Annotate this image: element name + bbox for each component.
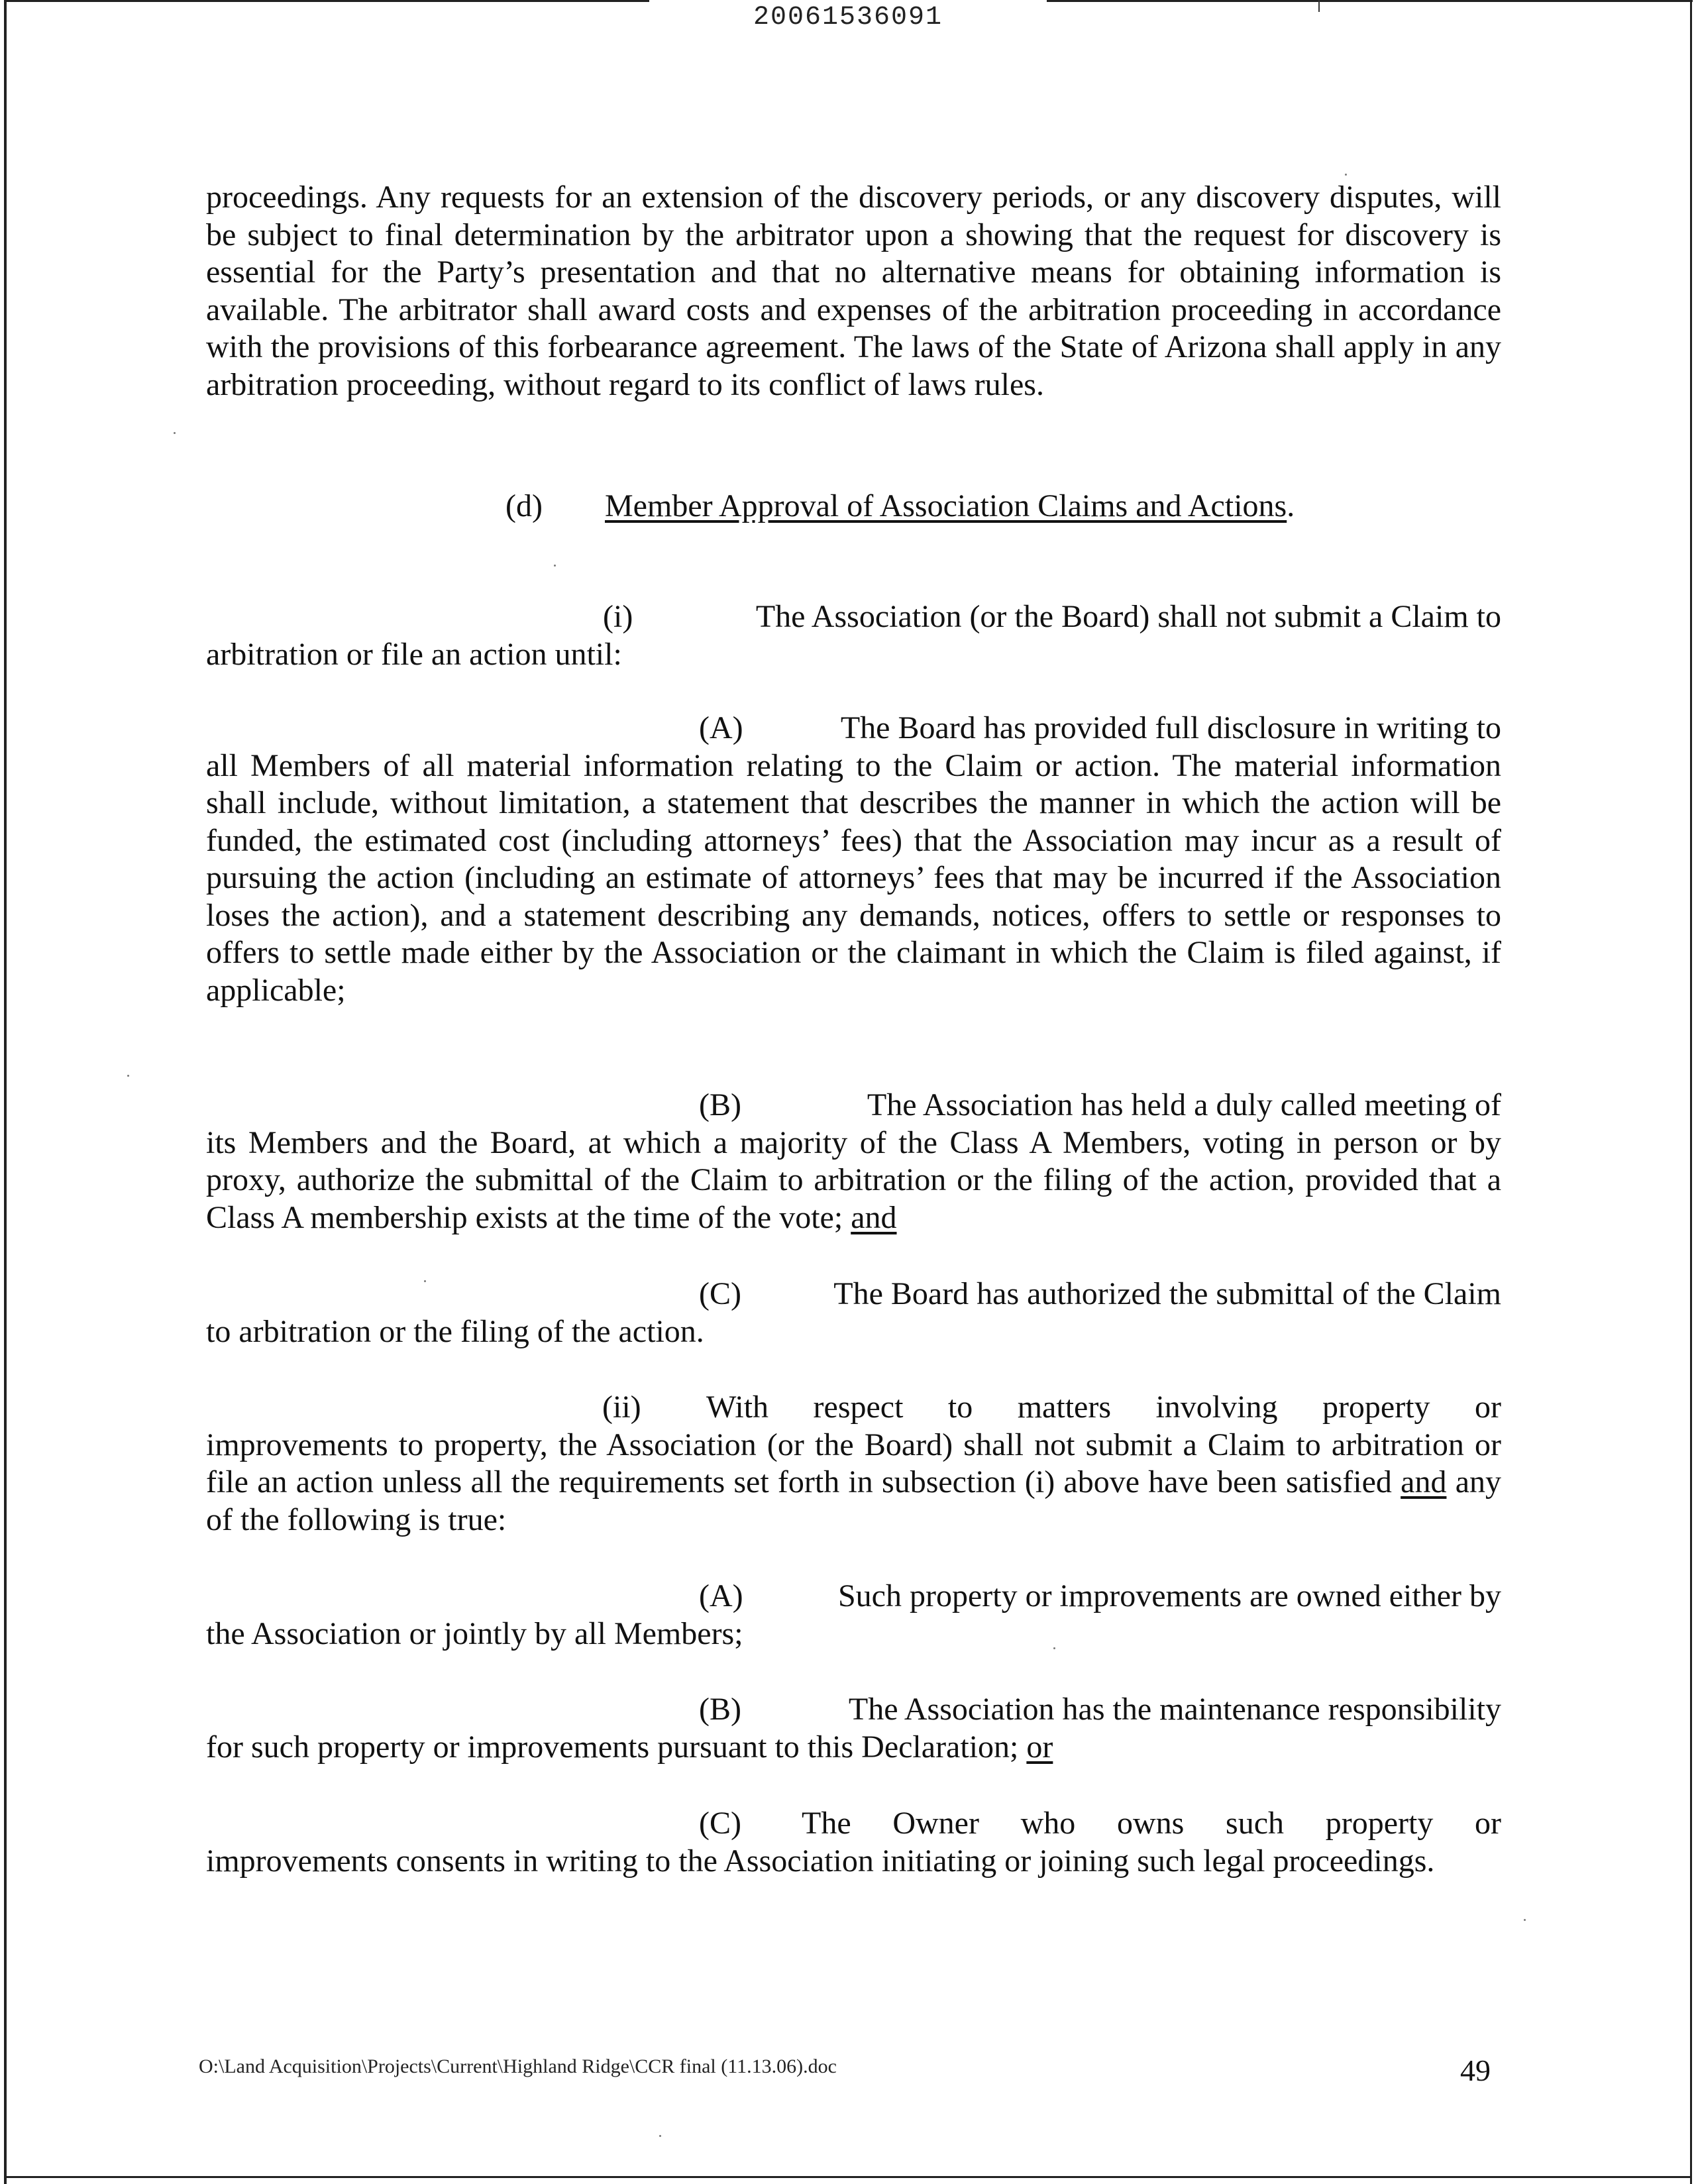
item-ii-label: (ii) — [602, 1390, 641, 1425]
item-i-B — [206, 1087, 1501, 1236]
footer-file-path: O:\Land Acquisition\Projects\Current\Highland Ridge\CCR final (11.13.06).doc — [199, 2055, 837, 2077]
scan-speck — [1345, 174, 1347, 176]
item-ii-rest-end: any of the following is true: — [206, 1464, 1501, 1537]
item-ii-B-label: (B) — [699, 1692, 741, 1727]
item-i — [206, 598, 1501, 673]
page-number: 49 — [1460, 2053, 1491, 2087]
item-ii-B-rest-text: for such property or improvements pursuant to this Declaration; — [206, 1729, 1019, 1765]
scan-speck — [554, 565, 556, 567]
scan-speck — [1524, 1919, 1526, 1921]
item-i-C — [206, 1276, 1501, 1350]
scan-border-bottom — [4, 2176, 1692, 2178]
item-ii-C-first-line: The Owner who owns such property or — [802, 1806, 1501, 1841]
section-d-number: (d) — [505, 488, 543, 523]
item-ii-A-rest: the Association or jointly by all Members; — [206, 1615, 743, 1651]
item-ii-rest — [206, 1427, 1501, 1539]
scan-border-left — [4, 0, 7, 2184]
scan-top-tick — [1318, 0, 1320, 12]
item-ii-A-first-line: Such property or improvements are owned either by — [837, 1578, 1501, 1613]
document-number: 20061536091 — [753, 3, 943, 32]
continuation-paragraph-block — [206, 179, 1501, 404]
item-ii-A-label: (A) — [699, 1578, 743, 1613]
section-d-title: Member Approval of Association Claims and Actions — [605, 488, 1287, 523]
item-i-B-rest-text: its Members and the Board, at which a majority of the Class A Members, voting in person or by proxy, authorize the submittal of the Claim to arbitration or the filing of the action, provided that a Class A membership exists at the time of the vote; — [206, 1124, 1501, 1235]
scan-speck — [127, 1075, 129, 1077]
item-ii-rest-text: improvements to property, the Association (or the Board) shall not submit a Claim to arbitration or file an action unless all the requirements set forth in subsection (i) above have been satisfied — [206, 1427, 1501, 1500]
section-d-heading — [505, 488, 1295, 525]
item-ii-A — [206, 1578, 1501, 1653]
item-i-rest: arbitration or file an action until: — [206, 636, 622, 672]
item-ii-conjunction: and — [1401, 1464, 1447, 1500]
scan-border-right — [1690, 0, 1692, 2184]
item-ii-B-first-line: The Association has the maintenance responsibility — [848, 1692, 1501, 1727]
scan-top-rule-right — [1047, 0, 1693, 2]
item-i-C-label: (C) — [699, 1276, 741, 1311]
continuation-paragraph: proceedings. Any requests for an extension of the discovery periods, or any discovery disputes, will be subject to final determination by the arbitrator upon a showing that the request for discovery is essential for the Party’s presentation and that no alternative means for obtaining information is available. The arbitrator shall award costs and expenses of the arbitration proceeding in accordance with the provisions of this forbearance agreement. The laws of the State of Arizona shall apply in any arbitration proceeding, without regard to its conflict of laws rules. — [206, 180, 1501, 402]
item-ii-C-label: (C) — [699, 1806, 741, 1841]
item-i-A-label: (A) — [699, 710, 743, 745]
item-i-label: (i) — [603, 599, 633, 634]
item-ii-C — [206, 1805, 1501, 1880]
scan-speck — [424, 1280, 426, 1282]
item-i-A-rest: all Members of all material information relating to the Claim or action. The material information shall include, without limitation, a statement that describes the manner in which the action will be funded, the estimated cost (including attorneys’ fees) that the Association may incur as a result of pursuing the action (including an estimate of attorneys’ fees that may be incurred if the Association loses the action), and a statement describing any demands, notices, offers to settle or responses to offers to settle made either by the Association or the claimant in which the Claim is filed against, if applicable; — [206, 747, 1501, 1008]
scan-speck — [174, 432, 176, 434]
item-ii-first-line: With respect to matters involving property or — [706, 1390, 1501, 1425]
section-d-title-period: . — [1287, 488, 1295, 523]
item-i-A — [206, 710, 1501, 1009]
item-i-B-first-line: The Association has held a duly called meeting of — [867, 1087, 1501, 1122]
item-i-A-first-line: The Board has provided full disclosure in writing to — [840, 710, 1501, 745]
scan-speck — [659, 2135, 661, 2137]
item-i-C-first-line: The Board has authorized the submittal of the Claim — [833, 1276, 1501, 1311]
item-ii — [206, 1389, 1501, 1539]
item-i-B-conjunction: and — [851, 1199, 897, 1235]
item-i-B-label: (B) — [699, 1087, 741, 1122]
item-ii-B-conjunction: or — [1026, 1729, 1053, 1765]
item-i-B-rest — [206, 1124, 1501, 1237]
scan-speck — [1053, 1647, 1055, 1649]
item-ii-B — [206, 1691, 1501, 1766]
item-i-first-line: The Association (or the Board) shall not submit a Claim to — [755, 599, 1501, 634]
scan-top-rule-left — [7, 0, 649, 2]
item-ii-C-rest: improvements consents in writing to the Association initiating or joining such legal proceedings. — [206, 1843, 1435, 1879]
item-i-C-rest: to arbitration or the filing of the action. — [206, 1313, 704, 1349]
item-ii-B-rest — [206, 1729, 1501, 1767]
